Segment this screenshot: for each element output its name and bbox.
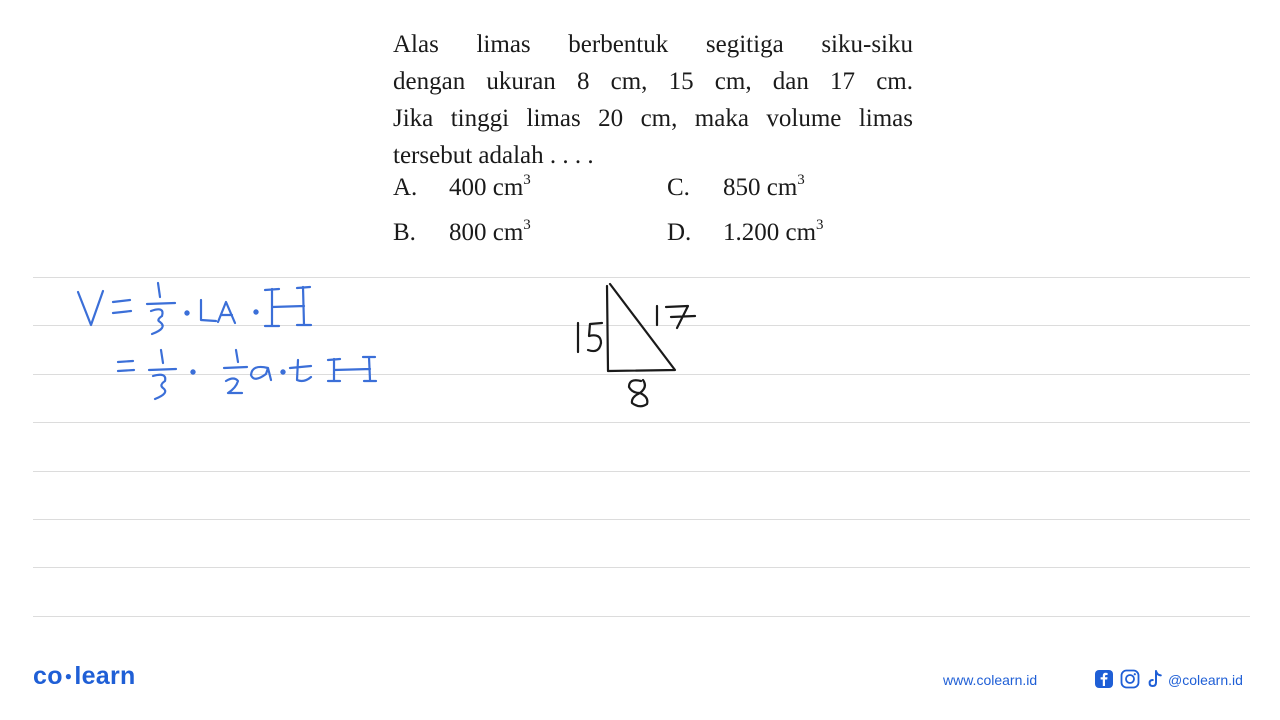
right-triangle-sketch xyxy=(578,284,695,406)
question-line-2: dengan ukuran 8 cm, 15 cm, dan 17 cm. xyxy=(393,68,913,95)
option-c-letter: C. xyxy=(667,174,690,201)
handwritten-formula xyxy=(78,283,376,399)
option-d-letter: D. xyxy=(667,219,692,246)
option-a-exponent: 3 xyxy=(523,172,531,188)
question-line-1: Alas limas berbentuk segitiga siku-siku xyxy=(393,31,913,58)
logo-text-co: co xyxy=(33,662,63,690)
logo-dot: ● xyxy=(64,669,73,683)
option-c-value: 850 cm xyxy=(723,174,798,201)
instagram-icon[interactable] xyxy=(1120,669,1140,689)
option-c-exponent: 3 xyxy=(797,172,805,188)
social-handle[interactable]: @colearn.id xyxy=(1168,672,1243,688)
option-b-value: 800 cm xyxy=(449,219,524,246)
facebook-icon[interactable] xyxy=(1094,669,1114,689)
tiktok-icon[interactable] xyxy=(1145,669,1165,689)
question-line-4: tersebut adalah . . . . xyxy=(393,142,594,169)
option-a-value: 400 cm xyxy=(449,174,524,201)
colearn-logo[interactable] xyxy=(33,662,136,691)
option-b-letter: B. xyxy=(393,219,416,246)
option-d-value: 1.200 cm xyxy=(723,219,817,246)
option-a-letter: A. xyxy=(393,174,418,201)
website-link[interactable]: www.colearn.id xyxy=(943,672,1038,688)
option-d-exponent: 3 xyxy=(816,217,824,233)
option-b-exponent: 3 xyxy=(523,217,531,233)
logo-text-learn: learn xyxy=(74,662,136,690)
question-line-3: Jika tinggi limas 20 cm, maka volume limas xyxy=(393,105,913,132)
